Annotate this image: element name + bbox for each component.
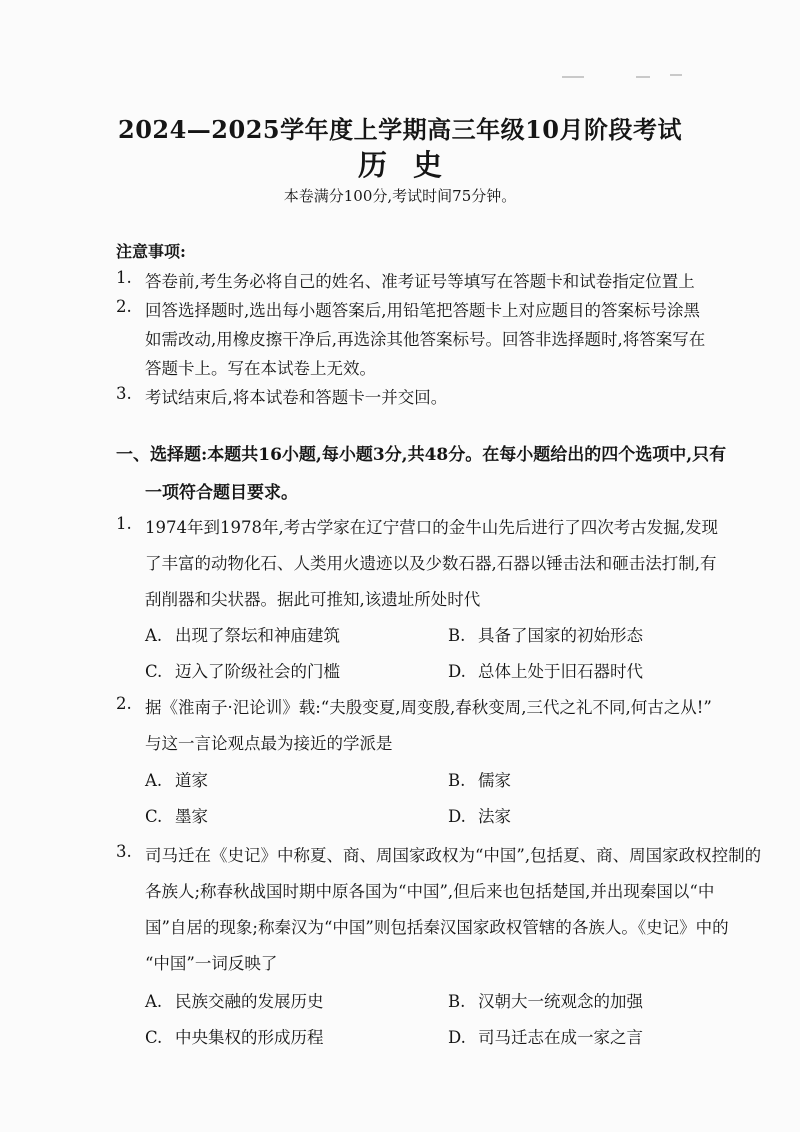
question-number: 3. [116, 842, 132, 861]
option-text: 道家 [175, 771, 208, 790]
exam-meta: 本卷满分100分,考试时间75分钟。 [283, 187, 517, 205]
scan-mark [562, 76, 584, 78]
option-c [145, 803, 208, 827]
notice-item-text: 如需改动,用橡皮擦干净后,再选涂其他答案标号。回答非选择题时,将答案写在 [145, 330, 706, 349]
option-text: 墨家 [175, 807, 208, 826]
option-letter: D. [448, 807, 466, 826]
option-a [145, 767, 208, 791]
option-text: 出现了祭坛和神庙建筑 [175, 626, 340, 645]
option-letter: C. [145, 662, 163, 681]
exam-subject: 历史 [357, 148, 468, 182]
option-text: 儒家 [478, 771, 511, 790]
option-letter: C. [145, 807, 163, 826]
option-c [145, 1024, 324, 1048]
option-text: 中央集权的形成历程 [175, 1028, 324, 1047]
notice-item-number: 3. [116, 384, 132, 403]
question-stem: 据《淮南子·汜论训》载:“夫殷变夏,周变殷,春秋变周,三代之礼不同,何古之从!” [145, 698, 712, 717]
option-text: 迈入了阶级社会的门槛 [175, 662, 340, 681]
option-a [145, 988, 324, 1012]
exam-title: 2024—2025学年度上学期高三年级10月阶段考试 [118, 115, 682, 144]
option-text: 汉朝大一统观念的加强 [478, 992, 643, 1011]
option-c [145, 658, 340, 682]
option-letter: A. [145, 992, 163, 1011]
option-text: 司马迁志在成一家之言 [478, 1028, 643, 1047]
question-stem: “中国”一词反映了 [145, 954, 278, 973]
option-d [448, 658, 643, 682]
notice-item-text: 回答选择题时,选出每小题答案后,用铅笔把答题卡上对应题目的答案标号涂黑 [145, 301, 700, 320]
option-b [448, 988, 643, 1012]
option-d [448, 1024, 643, 1048]
notice-item-text: 答卷前,考生务必将自己的姓名、准考证号等填写在答题卡和试卷指定位置上 [145, 272, 695, 291]
option-letter: B. [448, 771, 466, 790]
question-stem: 1974年到1978年,考古学家在辽宁营口的金牛山先后进行了四次考古发掘,发现 [145, 518, 718, 537]
notice-item-text: 考试结束后,将本试卷和答题卡一并交回。 [145, 388, 448, 407]
option-text: 总体上处于旧石器时代 [478, 662, 643, 681]
option-text: 民族交融的发展历史 [175, 992, 324, 1011]
section-heading: 一项符合题目要求。 [145, 483, 298, 503]
option-b [448, 767, 511, 791]
option-letter: A. [145, 771, 163, 790]
question-stem: 司马迁在《史记》中称夏、商、周国家政权为“中国”,包括夏、商、周国家政权控制的 [145, 846, 762, 865]
notice-item-text: 答题卡上。写在本试卷上无效。 [145, 359, 376, 378]
question-stem: 国”自居的现象;称秦汉为“中国”则包括秦汉国家政权管辖的各族人。《史记》中的 [145, 918, 729, 937]
option-d [448, 803, 511, 827]
question-stem: 刮削器和尖状器。据此可推知,该遗址所处时代 [145, 590, 481, 609]
question-stem: 与这一言论观点最为接近的学派是 [145, 734, 393, 753]
scan-mark [670, 74, 682, 76]
option-letter: D. [448, 662, 466, 681]
question-stem: 了丰富的动物化石、人类用火遗迹以及少数石器,石器以锤击法和砸击法打制,有 [145, 554, 717, 573]
option-letter: D. [448, 1028, 466, 1047]
question-stem: 各族人;称春秋战国时期中原各国为“中国”,但后来也包括楚国,并出现秦国以“中 [145, 882, 715, 901]
scan-mark [636, 76, 650, 78]
question-number: 1. [116, 514, 132, 533]
option-letter: B. [448, 992, 466, 1011]
option-b [448, 622, 643, 646]
question-number: 2. [116, 694, 132, 713]
section-heading: 一、选择题:本题共16小题,每小题3分,共48分。在每小题给出的四个选项中,只有 [116, 445, 727, 465]
option-letter: B. [448, 626, 466, 645]
notice-item-number: 1. [116, 268, 132, 287]
option-text: 法家 [478, 807, 511, 826]
option-letter: C. [145, 1028, 163, 1047]
notice-heading: 注意事项: [116, 242, 186, 261]
option-text: 具备了国家的初始形态 [478, 626, 643, 645]
option-letter: A. [145, 626, 163, 645]
notice-item-number: 2. [116, 297, 132, 316]
option-a [145, 622, 340, 646]
